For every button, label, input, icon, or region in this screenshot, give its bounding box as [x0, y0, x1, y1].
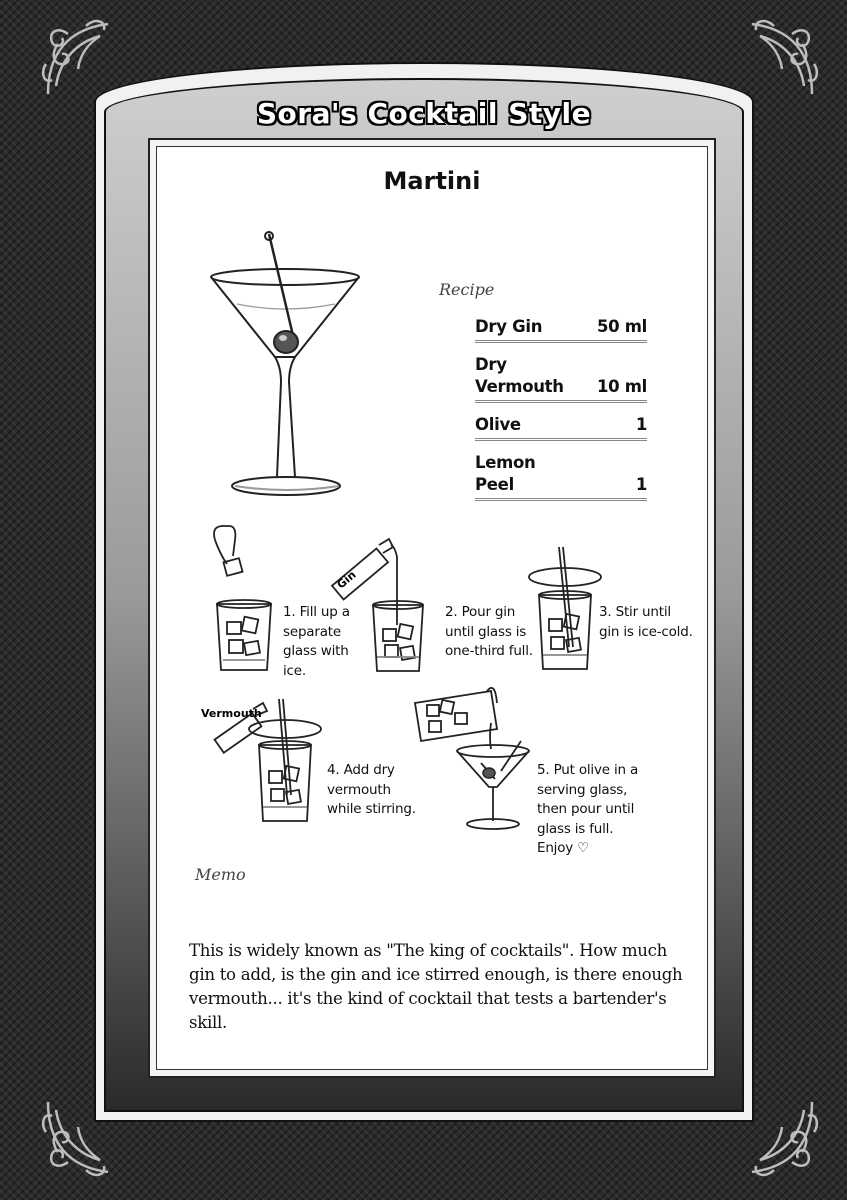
step-4: 4. Add dry vermouth while stirring. — [327, 762, 416, 817]
recipe-row — [475, 449, 647, 501]
recipe-row — [475, 411, 647, 441]
serve-martini-icon — [411, 683, 541, 833]
ingredient-name: Lemon Peel — [475, 453, 536, 494]
stir-glass-icon — [525, 547, 605, 677]
recipe-label: Recipe — [439, 280, 495, 299]
drink-title: Martini — [383, 167, 481, 195]
martini-glass-icon — [207, 232, 367, 502]
step-2: 2. Pour gin until glass is one-third full. — [445, 604, 533, 659]
gin-pour-icon — [321, 537, 441, 677]
recipe-table — [475, 313, 647, 509]
ingredient-amount: 1 — [635, 475, 647, 494]
memo-label: Memo — [195, 865, 246, 884]
step-5: 5. Put olive in a serving glass, then pour until glass is full. Enjoy ♡ — [537, 762, 639, 856]
step-1: 1. Fill up a separate glass with ice. — [283, 604, 350, 679]
recipe-row — [475, 351, 647, 403]
corner-ornament-icon — [732, 14, 822, 104]
olive-icon — [483, 768, 495, 778]
ingredient-name: Dry Gin — [475, 317, 543, 336]
ingredient-name: Dry Vermouth — [475, 355, 564, 396]
vermouth-pour-icon — [197, 695, 327, 830]
memo-text: This is widely known as "The king of cocktails". How much gin to add, is the gin and ice stirred enough, is there enough vermouth... it's the kind of cocktail that tests a bartender's skill. — [189, 941, 683, 1032]
recipe-card-paper — [156, 146, 708, 1070]
step-3: 3. Stir until gin is ice-cold. — [599, 604, 693, 640]
ice-glass-icon — [207, 522, 277, 672]
title-band — [118, 90, 730, 136]
ingredient-name: Olive — [475, 415, 521, 434]
recipe-row — [475, 313, 647, 343]
vermouth-bottle-label: Vermouth — [201, 707, 262, 720]
ingredient-amount: 1 — [635, 415, 647, 434]
ingredient-amount: 10 ml — [596, 377, 647, 396]
ingredient-amount: 50 ml — [596, 317, 647, 336]
page-title: Sora's Cocktail Style — [256, 96, 592, 130]
olive-icon — [274, 331, 298, 353]
gin-bottle-label: Gin — [334, 568, 359, 592]
recipe-card — [148, 138, 716, 1078]
